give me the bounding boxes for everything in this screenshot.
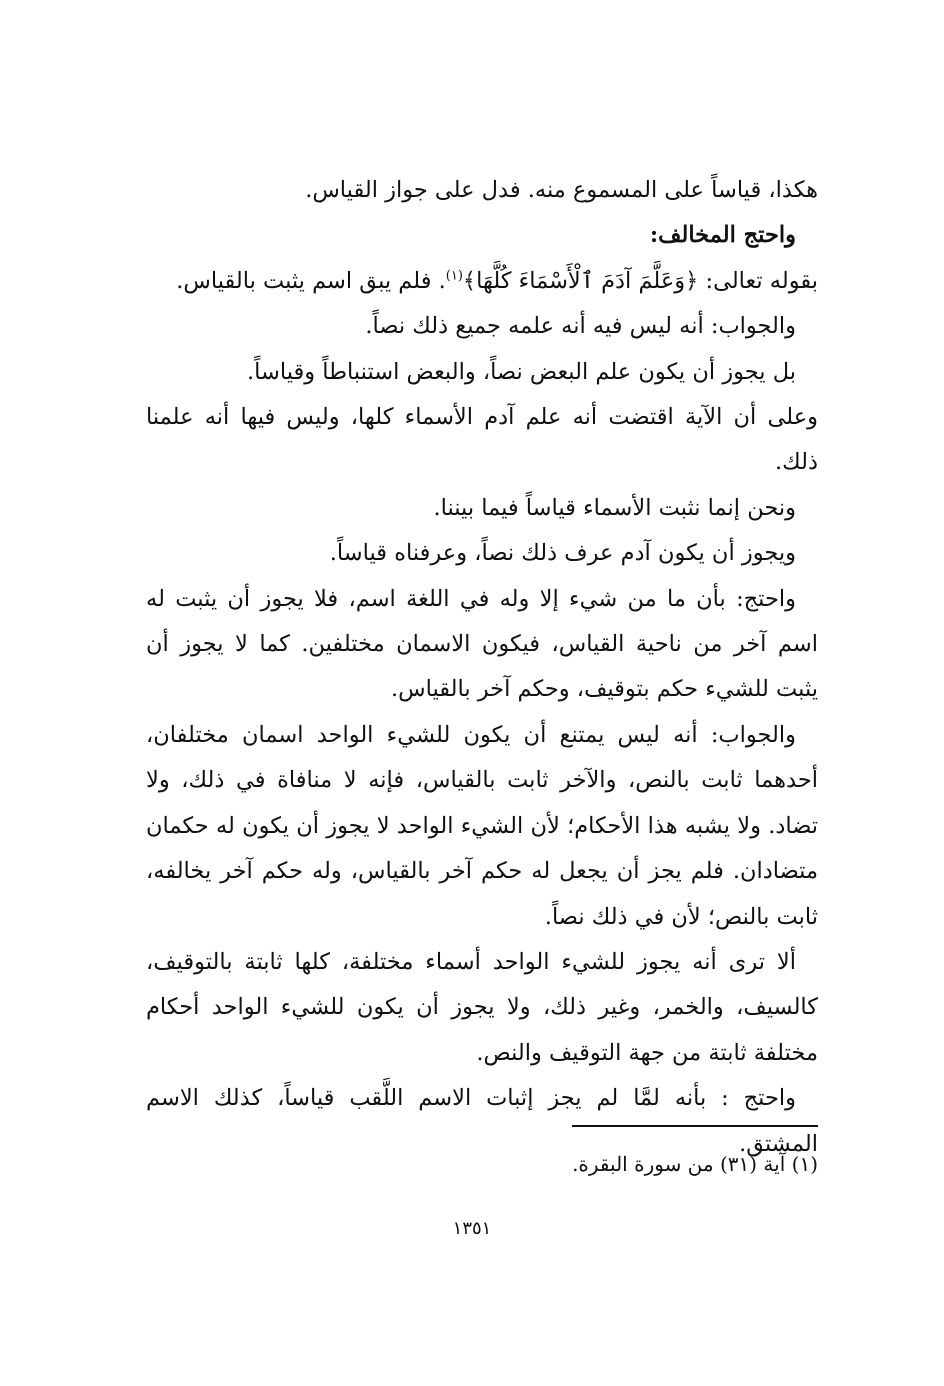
section-heading: واحتج المخالف: xyxy=(649,222,796,249)
verse-text: بقوله تعالى: ﴿وَعَلَّمَ آدَمَ ٱلْأَسْمَاءَ كُلَّهَا﴾ xyxy=(462,267,818,294)
text-line: والجواب: أنه ليس فيه أنه علمه جميع ذلك نصاً. xyxy=(365,313,796,340)
verse-tail: . فلم يبق اسم يثبت بالقياس. xyxy=(176,267,446,294)
text-line: وعلى أن الآية اقتضت أنه علم آدم الأسماء كلها، وليس فيها أنه علمنا ذلك. xyxy=(146,404,818,476)
verse-line xyxy=(146,259,818,304)
text-line: ويجوز أن يكون آدم عرف ذلك نصاً، وعرفناه قياساً. xyxy=(329,540,796,567)
text-line: ونحن إنما نثبت الأسماء قياساً فيما بيننا. xyxy=(433,494,796,521)
main-text xyxy=(146,168,818,1167)
paragraph: ألا ترى أنه يجوز للشيء الواحد أسماء مختلفة، كلها ثابتة بالتوقيف، كالسيف، والخمر، وغير ذلك، ولا يجوز أن يكون للشيء الواحد أحكام مختلفة ثابتة من جهة التوقيف والنص. xyxy=(146,948,818,1066)
footnote: (١) آية (٣١) من سورة البقرة. xyxy=(572,1152,818,1176)
paragraph: والجواب: أنه ليس يمتنع أن يكون للشيء الواحد اسمان مختلفان، أحدهما ثابت بالنص، والآخر ثابت بالقياس، فإنه لا منافاة في ذلك، ولا تضاد. ولا يشبه هذا الأحكام؛ لأن الشيء الواحد لا يجوز أن يكون له حكمان متضادان. فلم يجز أن يجعل له حكم آخر بالقياس، وله حكم آخر يخالفه، ثابت بالنص؛ لأن في ذلك نصاً. xyxy=(146,721,818,930)
page-number: ١٣٥١ xyxy=(452,1218,492,1239)
text-line: بل يجوز أن يكون علم البعض نصاً، والبعض استنباطاً وقياساً. xyxy=(246,358,796,385)
paragraph: واحتج: بأن ما من شيء إلا وله في اللغة اسم، فلا يجوز أن يثبت له اسم آخر من ناحية القياس، فيكون الاسمان مختلفين. كما لا يجوز أن يثبت للشيء حكم بتوقيف، وحكم آخر بالقياس. xyxy=(146,585,818,703)
paragraph: واحتج : بأنه لمَّا لم يجز إثبات الاسم اللَّقب قياساً، كذلك الاسم المشتق. xyxy=(146,1085,818,1157)
text-line: هكذا، قياساً على المسموع منه. فدل على جواز القياس. xyxy=(305,177,818,203)
footnote-marker: (١) xyxy=(445,268,463,284)
footnote-divider xyxy=(572,1125,818,1127)
